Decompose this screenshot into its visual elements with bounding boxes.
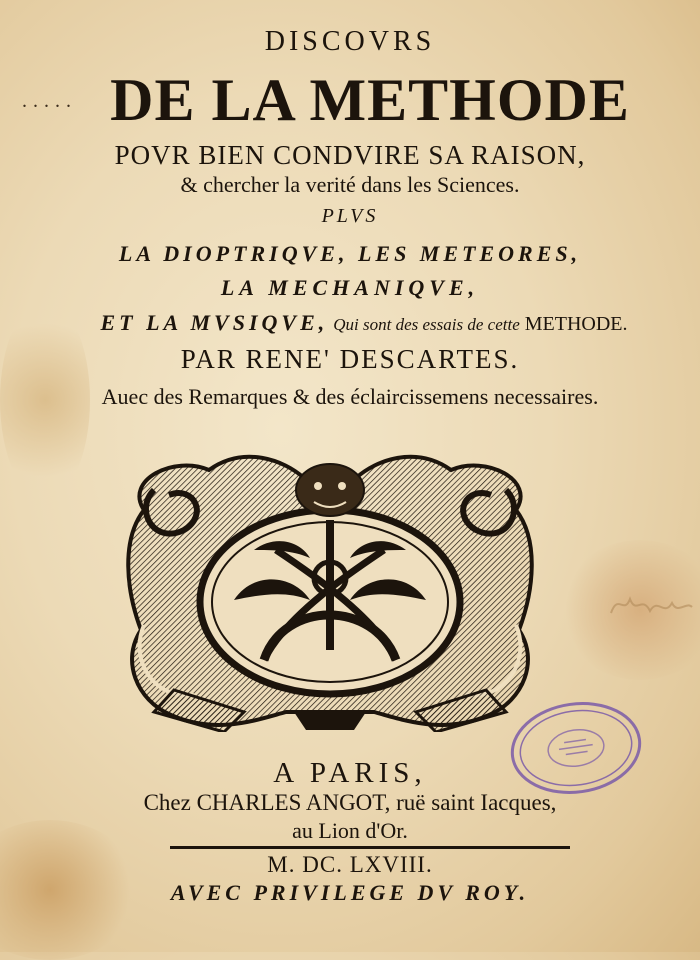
musique-text: ET LA MVSIQVE, [100,310,329,335]
mechanique-line: LA MECHANIQVE, [220,275,480,300]
imprint-printer: Chez CHARLES ANGOT, ruë saint Iacques, [143,790,557,815]
author-line: PAR RENE' DESCARTES. [180,344,520,374]
plus-line: PLVS [321,205,379,227]
subtitle-line: POVR BIEN CONDVIRE SA RAISON, [114,140,586,170]
handwritten-annotation [606,585,696,625]
subtitle-line-sciences: & chercher la verité dans les Sciences. [180,172,520,197]
imprint-privilege: AVEC PRIVILEGE DV ROY. [170,880,530,905]
title-line-de-la-methode: DE LA METHODE [110,67,630,133]
imprint-sign: au Lion d'Or. [292,818,408,843]
remarques-line: Auec des Remarques & des éclaircissemens necessaires. [101,384,599,409]
printers-device-woodcut [114,450,546,732]
imprint-year: M. DC. LXVIII. [267,852,433,877]
musique-line [14,310,700,336]
dotted-leader: ..... [22,90,77,112]
divider-rule [170,846,570,849]
essais-text: Qui sont des essais de cette [333,315,520,334]
dioptrique-line: LA DIOPTRIQVE, LES METEORES, [118,241,582,266]
methode-text: METHODE. [524,313,628,335]
imprint-city: A PARIS, [273,757,427,789]
title-line-discours: DISCOVRS [264,26,436,57]
